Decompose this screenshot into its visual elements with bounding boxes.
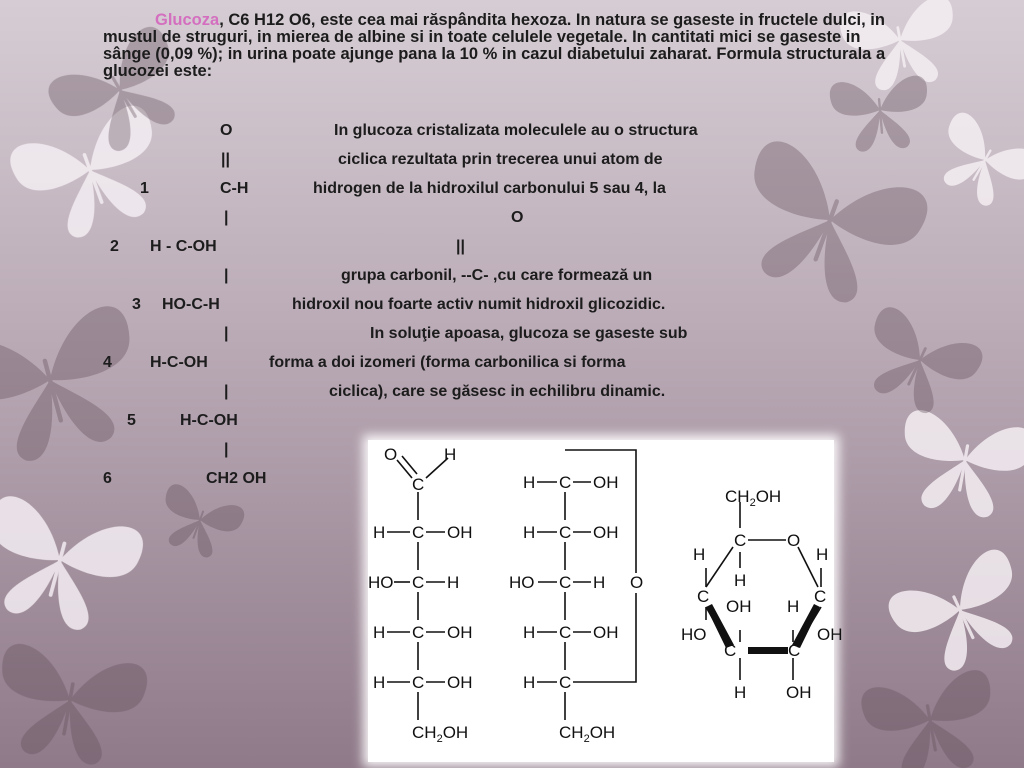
atom-label: C	[559, 573, 572, 592]
atom-label: OH	[817, 625, 843, 644]
atom-label: C	[412, 673, 425, 692]
structure-atom-labels	[368, 445, 843, 745]
atom-label: $CH_2OH$	[412, 723, 469, 745]
atom-label: H	[523, 673, 536, 692]
formula-c1: C-H	[220, 180, 249, 197]
atom-label: C	[559, 523, 572, 542]
atom-label: OH	[447, 673, 473, 692]
formula-c4-number: 4	[103, 354, 112, 371]
atom-label: H	[373, 623, 386, 642]
atom-label: H	[523, 473, 536, 492]
formula-c1-number: 1	[140, 180, 149, 197]
atom-label: H	[373, 673, 386, 692]
atom-label: OH	[786, 683, 812, 702]
formula-c2: H - C-OH	[150, 238, 217, 255]
glucose-structure-figure	[368, 440, 843, 762]
explanation-line-3: hidrogen de la hidroxilul carbonului 5 sau 4, la	[313, 180, 666, 197]
glucose-structure-diagram	[368, 440, 843, 762]
explanation-line-8: In soluţie apoasa, glucoza se gaseste sub	[370, 325, 688, 342]
glucoza-term: Glucoza	[155, 11, 220, 29]
formula-bond-2: |	[224, 267, 229, 284]
explanation-line-7: hidroxil nou foarte activ numit hidroxil glicozidic.	[292, 296, 666, 313]
intro-paragraph	[103, 12, 903, 80]
explanation-line-1: In glucoza cristalizata moleculele au o structura	[334, 122, 698, 139]
atom-label: OH	[593, 473, 619, 492]
formula-c3-number: 3	[132, 296, 141, 313]
atom-label: H	[523, 523, 536, 542]
atom-label: C	[559, 623, 572, 642]
atom-label: OH	[593, 623, 619, 642]
atom-label: H	[693, 545, 706, 564]
atom-label: H	[787, 597, 800, 616]
formula-c4: H-C-OH	[150, 354, 208, 371]
explanation-line-2: ciclica rezultata prin trecerea unui atom de	[338, 151, 663, 168]
atom-label: H	[444, 445, 457, 464]
formula-c5-number: 5	[127, 412, 136, 429]
atom-label: C	[734, 531, 747, 550]
atom-label: C	[412, 523, 425, 542]
atom-label: H	[816, 545, 829, 564]
atom-label: H	[447, 573, 460, 592]
atom-label: O	[787, 531, 801, 550]
formula-bond-1: |	[224, 209, 229, 226]
atom-label: C	[559, 673, 572, 692]
atom-label: O	[384, 445, 398, 464]
atom-label: C	[412, 573, 425, 592]
atom-label: OH	[593, 523, 619, 542]
atom-label: HO	[368, 573, 394, 592]
formula-c6: CH2 OH	[206, 470, 267, 487]
atom-label: C	[724, 641, 737, 660]
atom-label: O	[630, 573, 644, 592]
formula-bond-5: |	[224, 441, 229, 458]
atom-label: H	[734, 683, 747, 702]
explanation-line-10: ciclica), care se găsesc in echilibru dinamic.	[329, 383, 666, 400]
atom-label: C	[814, 587, 827, 606]
atom-label: OH	[726, 597, 752, 616]
formula-c5: H-C-OH	[180, 412, 238, 429]
explanation-carbonyl-bond: ||	[456, 238, 465, 255]
intro-text: , C6 H12 O6, este cea mai răspândita hexoza. In natura se gaseste in fructele dulci, in mustul de struguri, in mierea de albine si in toate celulele vegetale. In cantitati mici se gaseste in sânge (0,09 %); in urina poate ajunge pana la 10 % in cazul diabetului zaharat. Formula structurala a glucozei este:	[103, 11, 886, 80]
formula-bond-4: |	[224, 383, 229, 400]
formula-double-bond: ||	[221, 151, 230, 168]
atom-label: C	[412, 475, 425, 494]
atom-label: C	[412, 623, 425, 642]
formula-o-top: O	[220, 122, 233, 139]
explanation-carbonyl-o: O	[511, 209, 524, 226]
atom-label: $CH_2OH$	[559, 723, 616, 745]
formula-bond-3: |	[224, 325, 229, 342]
explanation-line-9: forma a doi izomeri (forma carbonilica si forma	[269, 354, 626, 371]
atom-label: H	[373, 523, 386, 542]
atom-label: OH	[447, 623, 473, 642]
formula-c2-number: 2	[110, 238, 119, 255]
atom-label: H	[593, 573, 606, 592]
atom-label: HO	[681, 625, 707, 644]
explanation-line-6: grupa carbonil, --C- ,cu care formează un	[341, 267, 653, 284]
atom-label: C	[559, 473, 572, 492]
atom-label: H	[523, 623, 536, 642]
atom-label: HO	[509, 573, 535, 592]
atom-label: OH	[447, 523, 473, 542]
atom-label: $CH_2OH$	[725, 487, 782, 509]
atom-label: H	[734, 571, 747, 590]
atom-label: C	[697, 587, 710, 606]
formula-c6-number: 6	[103, 470, 112, 487]
atom-label: C	[788, 641, 801, 660]
formula-c3: HO-C-H	[162, 296, 220, 313]
